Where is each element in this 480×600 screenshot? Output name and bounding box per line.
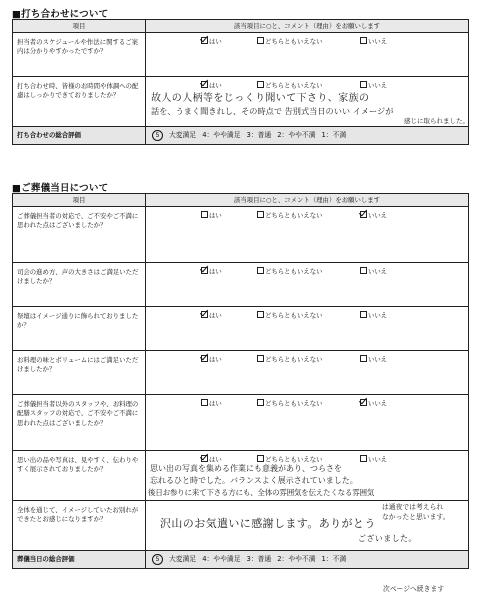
answer-food xyxy=(146,351,469,395)
question-director-response: ご葬儀担当者の対応で、ご不安やご不満に思われた点はございましたか？ xyxy=(13,207,146,263)
continued-next-page: 次ページへ続きます xyxy=(382,585,444,593)
checkbox-icon[interactable] xyxy=(257,267,264,274)
option-label: どちらともいえない xyxy=(265,455,323,464)
checkbox-icon[interactable] xyxy=(360,355,367,362)
header-item: 項目 xyxy=(13,20,146,33)
option-no[interactable] xyxy=(360,267,387,277)
option-label: はい xyxy=(209,311,222,320)
option-label: はい xyxy=(209,267,222,276)
handwritten-comment: は通夜では考えられ xyxy=(382,503,444,511)
option-label: はい xyxy=(209,455,222,464)
answer-mc-voice xyxy=(146,263,469,307)
option-no[interactable] xyxy=(360,399,387,409)
option-no[interactable] xyxy=(360,37,387,47)
option-yes[interactable] xyxy=(201,211,222,221)
option-neither[interactable] xyxy=(257,81,323,91)
option-label: はい xyxy=(209,399,222,408)
checkbox-icon[interactable] xyxy=(257,355,264,362)
handwritten-comment: 忘れるひと時でした。バランスよく展示されていました。 xyxy=(150,476,358,485)
summary-rating-funeral-day xyxy=(146,551,469,569)
checkbox-checked-icon[interactable] xyxy=(201,355,208,362)
option-label: どちらともいえない xyxy=(265,311,323,320)
option-label: どちらともいえない xyxy=(265,399,323,408)
answer-schedule-guidance xyxy=(146,33,469,77)
option-yes[interactable] xyxy=(201,399,222,409)
funeral-day-survey-table xyxy=(12,193,469,569)
option-label: どちらともいえない xyxy=(265,37,323,46)
option-label: いいえ xyxy=(368,267,388,276)
option-neither[interactable] xyxy=(257,37,323,47)
answer-memorial-display xyxy=(146,451,469,501)
answer-consideration xyxy=(146,77,469,127)
checkbox-checked-icon[interactable] xyxy=(201,267,208,274)
option-label: どちらともいえない xyxy=(265,211,323,220)
question-food: お料理の味とボリュームにはご満足いただけましたか？ xyxy=(13,351,146,395)
checkbox-checked-icon[interactable] xyxy=(201,455,208,462)
option-label: いいえ xyxy=(368,355,388,364)
question-schedule-guidance: 担当者のスケジュールや作法に関するご案内は分かりやすかったですか？ xyxy=(13,33,146,77)
rating-4-label[interactable]: 4：やや満足 xyxy=(202,130,241,139)
checkbox-icon[interactable] xyxy=(257,311,264,318)
section-title-meeting: ■打ち合わせについて xyxy=(12,9,109,20)
option-neither[interactable] xyxy=(257,267,323,277)
option-label: いいえ xyxy=(368,399,388,408)
option-no[interactable] xyxy=(360,355,387,365)
option-yes[interactable] xyxy=(201,355,222,365)
handwritten-comment: 感じに取られました。 xyxy=(404,117,469,125)
handwritten-comment: 話を、うまく聞きれし、その時点で 告別式当日のいい イメージが xyxy=(151,106,394,116)
checkbox-checked-icon[interactable] xyxy=(201,37,208,44)
checkbox-checked-icon[interactable] xyxy=(360,211,367,218)
selected-rating-circle[interactable]: 5 xyxy=(152,130,163,141)
option-no[interactable] xyxy=(360,455,387,465)
checkbox-icon[interactable] xyxy=(257,81,264,88)
option-yes[interactable] xyxy=(201,37,222,47)
checkbox-icon[interactable] xyxy=(360,37,367,44)
option-yes[interactable] xyxy=(201,81,222,91)
option-label: どちらともいえない xyxy=(265,81,323,90)
handwritten-comment: 故人の人柄等をじっくり聞いて下さり、家族の xyxy=(151,93,370,104)
rating-2-label[interactable]: 2：やや不満 xyxy=(277,554,316,563)
checkbox-icon[interactable] xyxy=(257,455,264,462)
option-label: はい xyxy=(209,37,222,46)
option-no[interactable] xyxy=(360,211,387,221)
answer-altar xyxy=(146,307,469,351)
option-label: はい xyxy=(209,355,222,364)
checkbox-icon[interactable] xyxy=(360,311,367,318)
rating-5-label[interactable]: 大変満足 xyxy=(169,554,197,563)
question-staff-response: ご葬儀担当者以外のスタッフや、お料理の配膳スタッフの対応で、ご不安やご不満に思われた点はございましたか？ xyxy=(13,395,146,451)
rating-3-label[interactable]: 3：普通 xyxy=(246,554,272,563)
option-yes[interactable] xyxy=(201,267,222,277)
option-label: いいえ xyxy=(368,311,388,320)
question-consideration: 打ち合わせ時、皆様のお時間や体調への配慮はしっかりできておりましたか？ xyxy=(13,77,146,127)
option-label: はい xyxy=(209,211,222,220)
option-yes[interactable] xyxy=(201,311,222,321)
rating-1-label[interactable]: 1：不満 xyxy=(321,554,347,563)
rating-5-label[interactable]: 大変満足 xyxy=(169,130,197,139)
option-neither[interactable] xyxy=(257,355,323,365)
option-neither[interactable] xyxy=(257,399,323,409)
handwritten-comment: 後日お参りに来て下さる方にも、全体の雰囲気を伝えたくなる雰囲気 xyxy=(148,488,375,497)
checkbox-icon[interactable] xyxy=(201,211,208,218)
selected-rating-circle[interactable]: 5 xyxy=(152,554,163,565)
question-altar: 祭壇はイメージ通りに飾られておりましたか？ xyxy=(13,307,146,351)
rating-1-label[interactable]: 1：不満 xyxy=(321,130,347,139)
handwritten-comment: ございました。 xyxy=(358,534,417,543)
option-label: どちらともいえない xyxy=(265,267,323,276)
checkbox-icon[interactable] xyxy=(257,37,264,44)
summary-label-funeral-day: 葬儀当日の総合評価 xyxy=(13,551,146,569)
rating-4-label[interactable]: 4：やや満足 xyxy=(202,554,241,563)
checkbox-icon[interactable] xyxy=(257,211,264,218)
summary-label-meeting: 打ち合わせの総合評価 xyxy=(13,127,146,145)
handwritten-comment: 沢山のお気遣いに感謝します。ありがとう xyxy=(160,517,376,530)
header-answer: 該当項目に○と、コメント（理由）をお願いします xyxy=(146,20,469,33)
checkbox-checked-icon[interactable] xyxy=(201,311,208,318)
option-label: いいえ xyxy=(368,37,388,46)
option-label: どちらともいえない xyxy=(265,355,323,364)
rating-2-label[interactable]: 2：やや不満 xyxy=(277,130,316,139)
checkbox-icon[interactable] xyxy=(360,81,367,88)
checkbox-icon[interactable] xyxy=(257,399,264,406)
summary-rating-meeting xyxy=(146,127,469,145)
option-neither[interactable] xyxy=(257,311,323,321)
checkbox-checked-icon[interactable] xyxy=(201,81,208,88)
option-label: いいえ xyxy=(368,455,388,464)
checkbox-icon[interactable] xyxy=(360,267,367,274)
header-item: 項目 xyxy=(13,194,146,207)
option-no[interactable] xyxy=(360,311,387,321)
option-label: はい xyxy=(209,81,222,90)
checkbox-icon[interactable] xyxy=(360,455,367,462)
meeting-survey-table xyxy=(12,19,469,145)
question-mc-voice: 司会の進め方、声の大きさはご満足いただけましたか？ xyxy=(13,263,146,307)
checkbox-icon[interactable] xyxy=(201,399,208,406)
header-answer: 該当項目に○と、コメント（理由）をお願いします xyxy=(146,194,469,207)
answer-director-response xyxy=(146,207,469,263)
option-neither[interactable] xyxy=(257,211,323,221)
option-no[interactable] xyxy=(360,81,387,91)
answer-overall-farewell xyxy=(146,501,469,551)
checkbox-checked-icon[interactable] xyxy=(360,399,367,406)
option-label: いいえ xyxy=(368,211,388,220)
question-memorial-display: 思い出の品や写真は、見やすく、伝わりやすく展示されておりましたか？ xyxy=(13,451,146,501)
rating-3-label[interactable]: 3：普通 xyxy=(246,130,272,139)
section-title-funeral-day: ■ご葬儀当日について xyxy=(12,183,109,194)
option-label: いいえ xyxy=(368,81,388,90)
handwritten-comment: 思い出の写真を集める作業にも意義があり、つらさを xyxy=(150,464,342,473)
handwritten-comment: なかったと思います。 xyxy=(382,513,450,521)
question-overall-farewell: 全体を通じて、イメージしていたお別れができたとお感じになりますか？ xyxy=(13,501,146,551)
answer-staff-response xyxy=(146,395,469,451)
